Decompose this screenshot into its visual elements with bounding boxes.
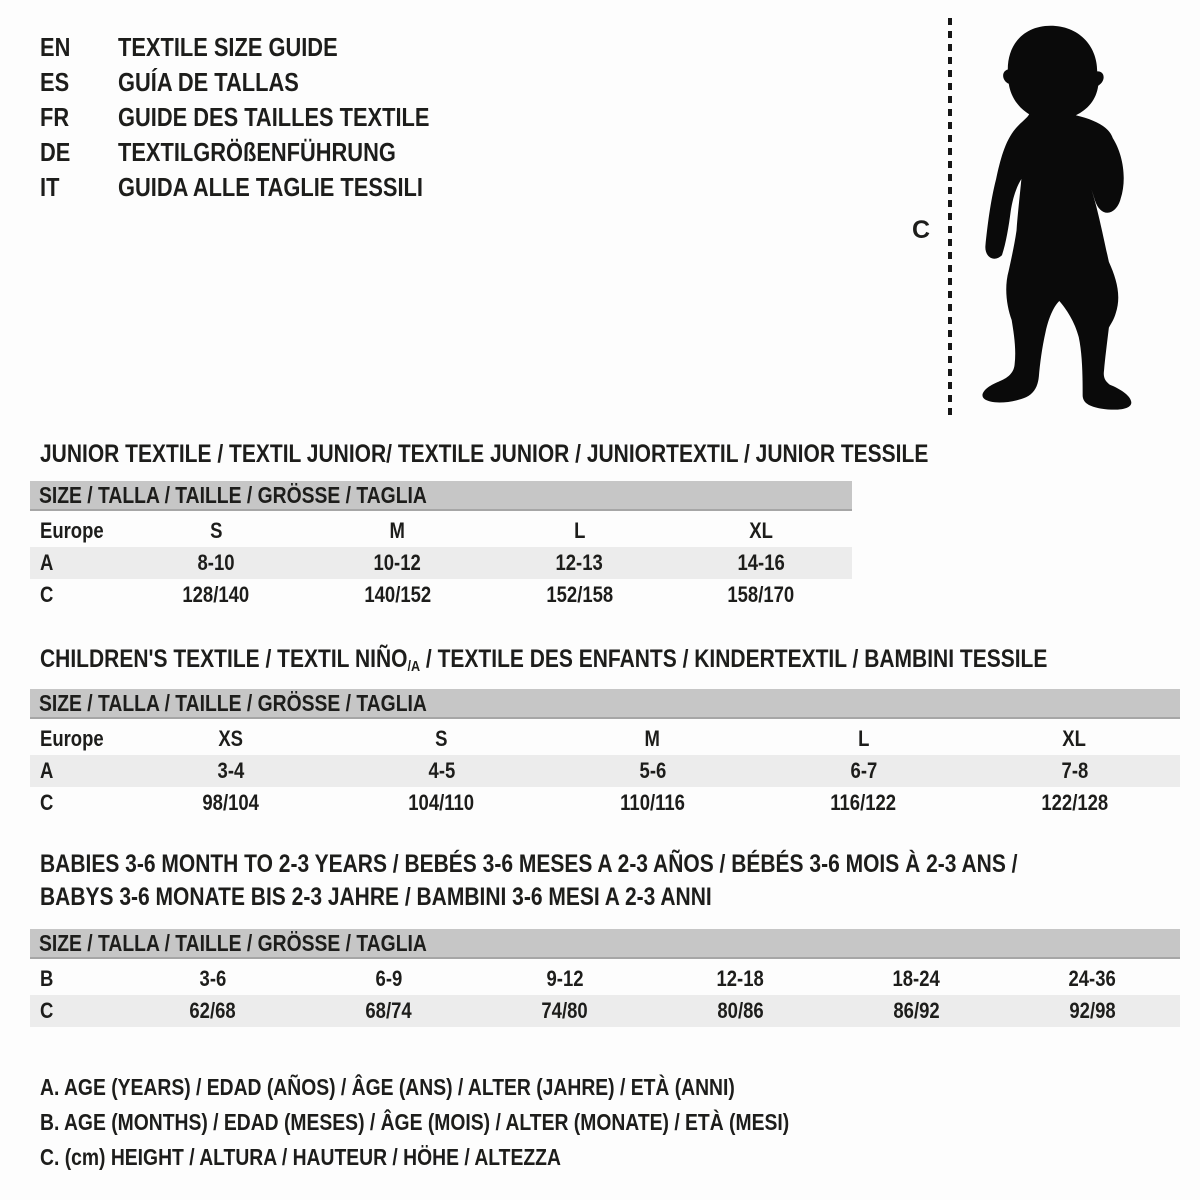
- toddler-silhouette-shape: [982, 26, 1131, 410]
- language-row: [40, 135, 489, 170]
- junior-section-title: [40, 440, 1098, 469]
- size-cell-text: 62/68: [189, 998, 237, 1023]
- size-cell-text: XL: [1062, 726, 1087, 751]
- size-cell-text: 8-10: [197, 550, 235, 575]
- size-cell: [547, 790, 758, 816]
- language-title-text: TEXTILE SIZE GUIDE: [118, 32, 338, 62]
- size-cell-text: L: [857, 726, 870, 751]
- size-cell: [547, 726, 758, 752]
- size-cell-text: 6-9: [375, 966, 403, 991]
- row-label-text: Europe: [40, 726, 104, 751]
- size-cell: [758, 726, 969, 752]
- children-size-table: [30, 689, 1180, 819]
- size-cell: [758, 790, 969, 816]
- size-cell-text: 116/122: [830, 790, 897, 815]
- size-header-text: SIZE / TALLA / TAILLE / GRÖSSE / TAGLIA: [39, 929, 427, 956]
- size-cell: [652, 966, 828, 992]
- size-cell-text: 128/140: [182, 582, 250, 607]
- size-header-text: SIZE / TALLA / TAILLE / GRÖSSE / TAGLIA: [39, 481, 427, 508]
- size-cell-text: XL: [749, 518, 773, 543]
- size-cell-text: 158/170: [727, 582, 795, 607]
- size-cell-text: 12-18: [716, 966, 765, 991]
- size-cell: [125, 518, 307, 544]
- size-cell-text: 5-6: [639, 758, 666, 783]
- size-cell-text: 140/152: [364, 582, 432, 607]
- size-cell: [307, 582, 489, 608]
- language-title: [118, 32, 379, 63]
- size-cell-text: 98/104: [202, 790, 259, 815]
- size-cell: [125, 726, 336, 752]
- children-title-sub: /A: [407, 658, 421, 676]
- table-row: [30, 723, 1180, 755]
- size-cell-text: 12-13: [555, 550, 604, 575]
- language-code-text: IT: [40, 172, 60, 202]
- row-label: [30, 966, 125, 992]
- size-cell-text: 18-24: [892, 966, 940, 991]
- size-cell: [670, 582, 852, 608]
- legend-line-b: [40, 1105, 932, 1140]
- size-cell: [969, 726, 1180, 752]
- size-cell: [652, 998, 828, 1024]
- size-cell-text: 4-5: [428, 758, 455, 783]
- size-cell-text: 24-36: [1068, 966, 1116, 991]
- size-cell-text: M: [389, 518, 406, 543]
- size-cell-text: M: [644, 726, 661, 751]
- table-row: [30, 515, 852, 547]
- size-header-bar: [30, 481, 852, 511]
- size-cell-text: 122/128: [1041, 790, 1108, 815]
- legend-line-c: [40, 1140, 932, 1175]
- table-row: [30, 755, 1180, 787]
- junior-section-title-text: JUNIOR TEXTILE / TEXTIL JUNIOR/ TEXTILE JUNIOR / JUNIORTEXTIL / JUNIOR TESSILE: [40, 440, 929, 468]
- row-label-text: A: [40, 758, 54, 783]
- size-cell: [307, 518, 489, 544]
- legend-block: [40, 1070, 932, 1175]
- size-cell: [125, 582, 307, 608]
- size-cell-text: XS: [218, 726, 243, 751]
- table-row: [30, 995, 1180, 1027]
- language-title-text: TEXTILGRÖßENFÜHRUNG: [118, 137, 396, 167]
- size-cell-text: 7-8: [1061, 758, 1088, 783]
- legend-line-a: [40, 1070, 932, 1105]
- size-cell: [125, 966, 301, 992]
- children-title-after: / TEXTILE DES ENFANTS / KINDERTEXTIL / BAMBINI TESSILE: [420, 645, 1048, 673]
- size-cell-text: 3-6: [199, 966, 227, 991]
- children-section-title: [40, 645, 1200, 675]
- legend-line-a-text: A. AGE (YEARS) / EDAD (AÑOS) / ÂGE (ANS) / ALTER (JAHRE) / ETÀ (ANNI): [40, 1074, 735, 1100]
- size-header-bar: [30, 929, 1180, 959]
- size-cell-text: 6-7: [850, 758, 877, 783]
- size-cell-text: L: [573, 518, 586, 543]
- babies-section-title: [40, 848, 1200, 914]
- size-cell: [307, 550, 489, 576]
- height-measure-line: [948, 18, 952, 416]
- size-cell: [670, 518, 852, 544]
- size-cell: [828, 998, 1004, 1024]
- language-code: [40, 137, 118, 168]
- language-title: [118, 102, 489, 133]
- language-title: [118, 67, 333, 98]
- row-label: [30, 726, 125, 752]
- language-code: [40, 32, 118, 63]
- row-label-text: A: [40, 550, 54, 575]
- row-label-text: B: [40, 966, 54, 991]
- row-label: [30, 550, 125, 576]
- size-cell: [969, 790, 1180, 816]
- row-label-text: Europe: [40, 518, 104, 543]
- size-cell: [477, 998, 653, 1024]
- children-section-title-text: [40, 645, 1047, 675]
- size-cell-text: 152/158: [545, 582, 613, 607]
- size-header-text: SIZE / TALLA / TAILLE / GRÖSSE / TAGLIA: [39, 689, 427, 716]
- size-cell-text: 68/74: [365, 998, 412, 1023]
- size-cell-text: 80/86: [717, 998, 764, 1023]
- row-label-text: C: [40, 998, 54, 1023]
- language-title-text: GUIDE DES TAILLES TEXTILE: [118, 102, 430, 132]
- size-cell: [828, 966, 1004, 992]
- table-row: [30, 547, 852, 579]
- language-guide-block: [40, 30, 489, 205]
- children-title-before: CHILDREN'S TEXTILE / TEXTIL NIÑO: [40, 645, 408, 673]
- size-header-bar: [30, 689, 1180, 719]
- height-measure-label: C: [912, 216, 931, 244]
- size-cell: [336, 758, 547, 784]
- size-cell-text: S: [209, 518, 223, 543]
- table-row: [30, 963, 1180, 995]
- table-row: [30, 579, 852, 611]
- legend-line-b-text: B. AGE (MONTHS) / EDAD (MESES) / ÂGE (MOIS) / ALTER (MONATE) / ETÀ (MESI): [40, 1109, 790, 1135]
- size-cell: [670, 550, 852, 576]
- language-code: [40, 172, 118, 203]
- size-cell: [125, 790, 336, 816]
- legend-line-c-text: C. (cm) HEIGHT / ALTURA / HAUTEUR / HÖHE / ALTEZZA: [40, 1144, 561, 1170]
- language-code-text: ES: [40, 67, 70, 97]
- language-row: [40, 100, 489, 135]
- size-cell: [758, 758, 969, 784]
- language-row: [40, 30, 489, 65]
- size-cell: [477, 966, 653, 992]
- size-cell: [125, 550, 307, 576]
- size-cell: [547, 758, 758, 784]
- size-cell: [301, 998, 477, 1024]
- row-label: [30, 758, 125, 784]
- size-cell: [969, 758, 1180, 784]
- junior-size-table: [30, 481, 852, 611]
- row-label-text: C: [40, 790, 54, 815]
- size-cell-text: 9-12: [546, 966, 584, 991]
- row-label-text: C: [40, 582, 54, 607]
- size-cell: [1004, 966, 1180, 992]
- size-cell: [1004, 998, 1180, 1024]
- language-row: [40, 170, 489, 205]
- size-cell-text: 110/116: [620, 790, 685, 815]
- language-title: [118, 172, 481, 203]
- size-cell: [489, 518, 671, 544]
- language-code-text: DE: [40, 137, 71, 167]
- size-cell: [336, 790, 547, 816]
- language-code-text: EN: [40, 32, 71, 62]
- language-title: [118, 137, 449, 168]
- size-cell: [301, 966, 477, 992]
- language-code: [40, 67, 118, 98]
- babies-title-line1: BABIES 3-6 MONTH TO 2-3 YEARS / BEBÉS 3-6 MESES A 2-3 AÑOS / BÉBÉS 3-6 MOIS À 2-3 ANS /: [40, 850, 1018, 878]
- size-cell: [336, 726, 547, 752]
- size-cell-text: 92/98: [1068, 998, 1116, 1023]
- size-cell-text: 74/80: [541, 998, 588, 1023]
- size-cell: [125, 998, 301, 1024]
- table-row: [30, 787, 1180, 819]
- row-label: [30, 518, 125, 544]
- row-label: [30, 790, 125, 816]
- size-cell-text: 3-4: [217, 758, 244, 783]
- toddler-silhouette: [965, 20, 1140, 420]
- babies-size-table: [30, 929, 1180, 1027]
- size-cell-text: 104/110: [408, 790, 475, 815]
- language-title-text: GUIDA ALLE TAGLIE TESSILI: [118, 172, 423, 202]
- row-label: [30, 582, 125, 608]
- size-cell: [489, 582, 671, 608]
- row-label: [30, 998, 125, 1024]
- size-cell-text: 14-16: [737, 550, 785, 575]
- language-title-text: GUÍA DE TALLAS: [118, 67, 299, 97]
- size-cell-text: 86/92: [893, 998, 940, 1023]
- size-cell: [489, 550, 671, 576]
- language-code-text: FR: [40, 102, 70, 132]
- babies-title-line2: BABYS 3-6 MONATE BIS 2-3 JAHRE / BAMBINI 3-6 MESI A 2-3 ANNI: [40, 883, 712, 911]
- size-cell-text: S: [435, 726, 448, 751]
- language-row: [40, 65, 489, 100]
- language-code: [40, 102, 118, 133]
- size-cell: [125, 758, 336, 784]
- size-cell-text: 10-12: [373, 550, 422, 575]
